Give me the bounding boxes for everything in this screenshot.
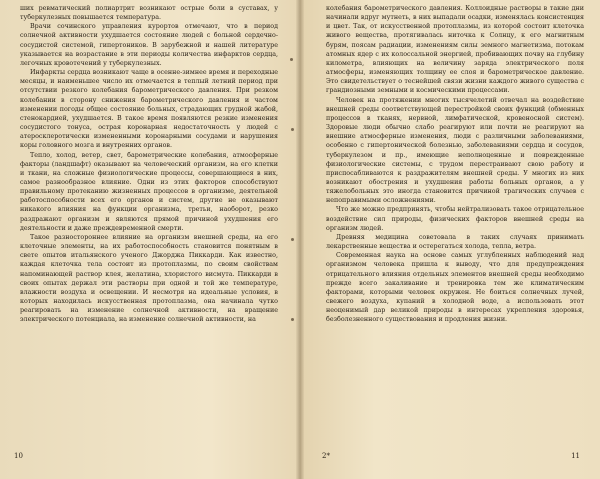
- binding-hole: [291, 318, 294, 321]
- right-paragraph: Человек на протяжении многих тысячелетий отвечал на воздействие внешней среды соответствующей перестройкой своих функций (обменных процессов в тканях, нервной, лимфатической, кровеносной систем). Здоровые люди обычно слабо реагируют или почти не реагируют на внешние атмосферные изменения, люди с различными заболеваниями, особенно с гипертонической болезнью, заболеваниями сердца и сосудов, туберкулезом и пр., имеющие неполноценные и поврежденные физиологические системы, с трудом перестраивают свою работу и приспосабливаются к раздражителям внешней среды. У многих из них возникают обострения и ухудшения работы больных органов, а у тяжелобольных это иногда становится причиной трагических случаев с непоправимыми осложнениями.: [326, 96, 584, 205]
- right-paragraph: Древняя медицина советовала в таких случаях принимать лекарственные вещества и остерегаться холода, тепла, ветра.: [326, 233, 584, 251]
- page-number-left: 10: [14, 451, 23, 460]
- right-paragraph: Современная наука на основе самых углубленных наблюдений над организмом человека пришла к выводу, что для предупреждения отрицательного влияния отдельных элементов внешней среды необходимо прежде всего закаливание и тренировка тем же климатическим факторами, которыми человек окружен. Не боиться солнечных лучей, свежего воздуха, купаний в холодной воде, а использовать этот неоценимый дар великой природы в интересах укрепления здоровья, безболезненного существования и продления жизни.: [326, 252, 584, 324]
- right-paragraph: колебания барометрического давления. Коллоидные растворы в такие дни начинали вдруг мутнеть, в них выпадали осадки, изменялась консистенция и цвет. Так, от искусственной протоплазмы, из которой состоит клеточка живого вещества, протягивалась ниточка к Солнцу, к его магнитным бурям, поясам радиации, изменениям силы земного магнетизма, потокам атомных ядер с их колоссальной энергией, пробивающих почву на глубину километра, влияющих на величину заряда электрического поля атмосферы, изменяющих толщину ее слоя и барометрическое давление. Это свидетельствует о теснейшей связи жизни каждого живого существа с грандиозными земными и космическими процессами.: [326, 5, 584, 95]
- right-paragraph: Что же можно предпринять, чтобы нейтрализовать такое отрицательное воздействие сил природы, физических факторов внешней среды на организм людей.: [326, 206, 584, 232]
- binding-hole: [290, 58, 293, 61]
- left-paragraph: Инфаркты сердца возникают чаще в осенне-зимнее время и переходные месяцы, и наименьшее число их отмечается в теплый летний период при отсутствии резкого колебания барометрического давления. При резком колебании в сторону снижения барометрического давления и частом изменении погоды общее состояние больных, страдающих грудной жабой, стенокардией, ухудшается. В такое время появляются резкие изменения сосудистого тонуса, острая коронарная недостаточность у людей с атеросклеротически измененными коронарными сосудами и нарушения коры головного мозга и внутренних органов.: [20, 69, 278, 150]
- left-paragraph: Врачи сочинского управления курортов отмечают, что в период солнечной активности ухудшается состояние людей с больной сердечно-сосудистой системой, гипертоников. В зарубежной и нашей литературе указывается на возрастание в эти периоды количества инфарктов сердца, легочных кровотечений у туберкулезных.: [20, 23, 278, 67]
- left-paragraph: ших ревматический полиартрит возникают острые боли в суставах, у туберкулезных повышается температура.: [20, 5, 278, 22]
- signature-mark: 2*: [322, 451, 330, 460]
- binding-hole: [291, 128, 294, 131]
- binding-hole: [291, 238, 294, 241]
- page-number-right: 11: [571, 451, 580, 460]
- book-gutter: [296, 0, 304, 479]
- left-paragraph: Такое разностороннее влияние на организм внешней среды, на его клеточные элементы, на их работоспособность становится понятным в свете опытов итальянского ученого Джорджа Пиккарди. Как известно, каждая клеточка тела состоит из протоплазмы, по своим свойствам напоминающей раствор клея, желатина, хлористого висмута. Пиккарди в своих опытах держал эти растворы при одной и той же температуре, влажности воздуха и освещении. И несмотря на идеальные условия, в которых находилась искусственная протоплазма, она начинала чутко реагировать на изменение солнечной активности, на вращение электрического потенциала, на изменение солнечной активности, на: [20, 233, 278, 324]
- left-paragraph: Тепло, холод, ветер, свет, барометрические колебания, атмосферные факторы (ландшафт) оказывают на человеческий организм, на его клетки и ткани, на сложные физиологические процессы, совершающиеся в них, самое разнообразное влияние. Одни из этих факторов способствуют правильному протеканию жизненных процессов в организме, деятельной работоспособности всех его органов и систем, другие не оказывают никакого влияния на функции организма, третьи, наоборот, резко раздражают организм и являются прямой причиной ухудшения его деятельности и даже преждевременной смерти.: [20, 151, 278, 232]
- right-page: [300, 0, 600, 479]
